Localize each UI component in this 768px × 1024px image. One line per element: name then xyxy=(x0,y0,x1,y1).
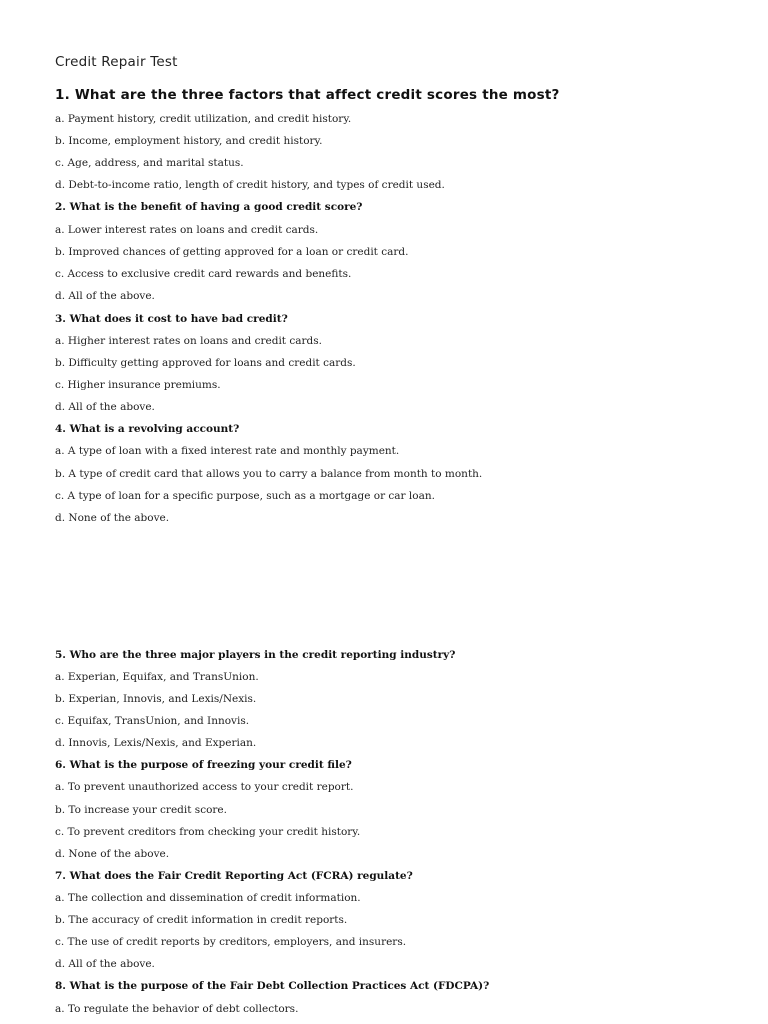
question-6-option-b: b. To increase your credit score. xyxy=(55,804,227,816)
question-3: 3. What does it cost to have bad credit? xyxy=(55,313,288,325)
question-5-option-d: d. Innovis, Lexis/Nexis, and Experian. xyxy=(55,737,257,749)
question-3-option-c: c. Higher insurance premiums. xyxy=(55,379,221,391)
question-7-option-d: d. All of the above. xyxy=(55,958,155,970)
question-6: 6. What is the purpose of freezing your credit file? xyxy=(55,759,352,771)
question-4-option-a: a. A type of loan with a fixed interest rate and monthly payment. xyxy=(55,445,400,457)
question-6-option-a: a. To prevent unauthorized access to your credit report. xyxy=(55,781,354,793)
question-5-option-c: c. Equifax, TransUnion, and Innovis. xyxy=(55,715,250,727)
question-1-option-b: b. Income, employment history, and credit history. xyxy=(55,135,323,147)
question-7-option-a: a. The collection and dissemination of credit information. xyxy=(55,892,361,904)
question-5-option-b: b. Experian, Innovis, and Lexis/Nexis. xyxy=(55,693,257,705)
question-1-option-a: a. Payment history, credit utilization, and credit history. xyxy=(55,113,352,125)
question-8: 8. What is the purpose of the Fair Debt Collection Practices Act (FDCPA)? xyxy=(55,980,490,992)
document-title: Credit Repair Test xyxy=(55,54,178,70)
question-2-option-b: b. Improved chances of getting approved for a loan or credit card. xyxy=(55,246,409,258)
question-4-option-d: d. None of the above. xyxy=(55,512,170,524)
question-4-option-b: b. A type of credit card that allows you to carry a balance from month to month. xyxy=(55,468,483,480)
question-5-option-a: a. Experian, Equifax, and TransUnion. xyxy=(55,671,259,683)
question-5: 5. Who are the three major players in the credit reporting industry? xyxy=(55,649,456,661)
question-2-option-a: a. Lower interest rates on loans and credit cards. xyxy=(55,224,319,236)
question-7-option-b: b. The accuracy of credit information in credit reports. xyxy=(55,914,348,926)
question-8-option-a: a. To regulate the behavior of debt collectors. xyxy=(55,1003,299,1015)
question-4-option-c: c. A type of loan for a specific purpose, such as a mortgage or car loan. xyxy=(55,490,435,502)
question-6-option-c: c. To prevent creditors from checking your credit history. xyxy=(55,826,361,838)
question-6-option-d: d. None of the above. xyxy=(55,848,170,860)
question-1-option-c: c. Age, address, and marital status. xyxy=(55,157,244,169)
question-3-option-d: d. All of the above. xyxy=(55,401,155,413)
question-1-option-d: d. Debt-to-income ratio, length of credit history, and types of credit used. xyxy=(55,179,445,191)
question-2-option-c: c. Access to exclusive credit card rewards and benefits. xyxy=(55,268,352,280)
question-2: 2. What is the benefit of having a good credit score? xyxy=(55,201,363,213)
question-1: 1. What are the three factors that affect credit scores the most? xyxy=(55,87,560,103)
question-7-option-c: c. The use of credit reports by creditors, employers, and insurers. xyxy=(55,936,407,948)
question-3-option-b: b. Difficulty getting approved for loans and credit cards. xyxy=(55,357,356,369)
question-2-option-d: d. All of the above. xyxy=(55,290,155,302)
question-7: 7. What does the Fair Credit Reporting Act (FCRA) regulate? xyxy=(55,870,413,882)
question-4: 4. What is a revolving account? xyxy=(55,423,240,435)
question-3-option-a: a. Higher interest rates on loans and credit cards. xyxy=(55,335,322,347)
